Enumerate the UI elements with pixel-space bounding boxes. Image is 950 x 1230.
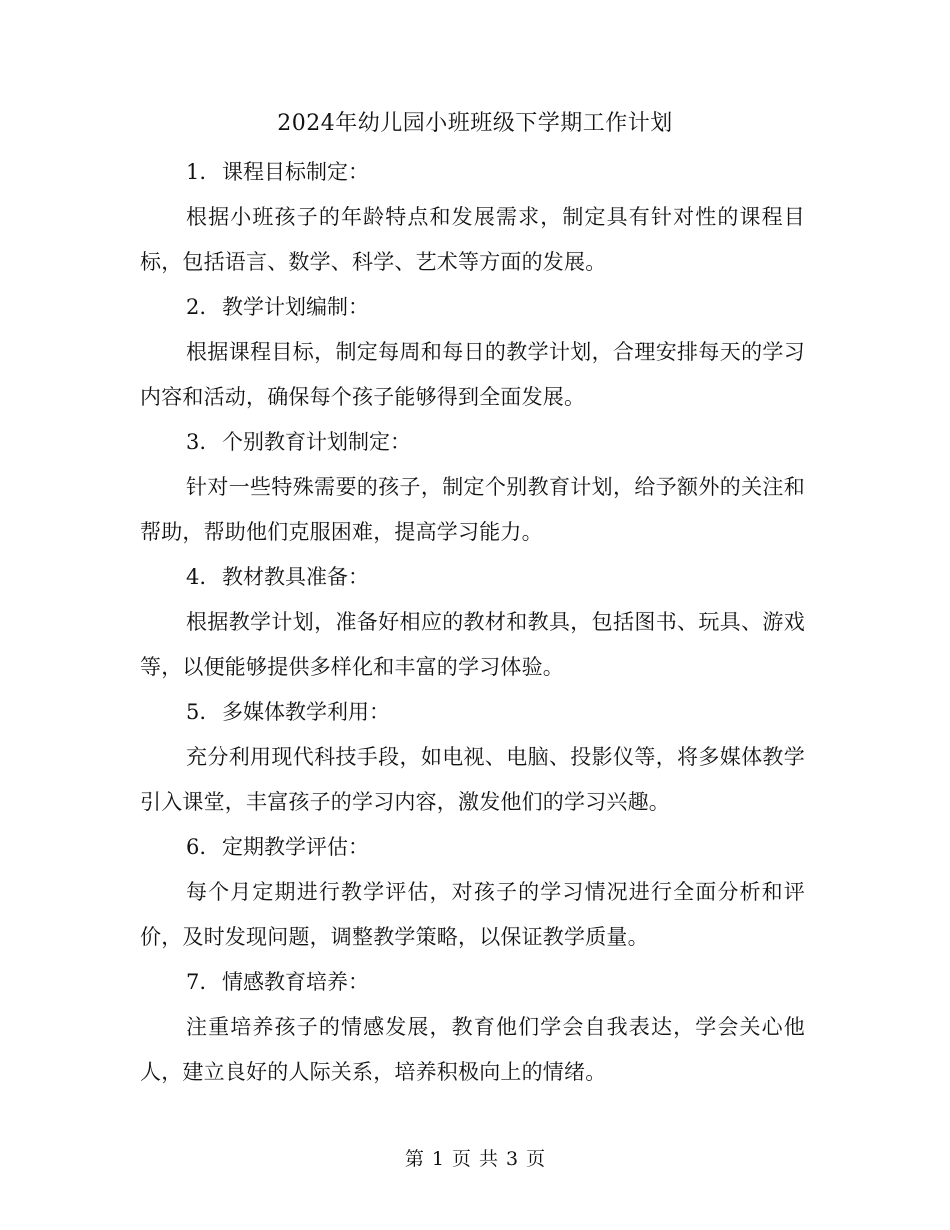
section	[140, 285, 805, 420]
section-heading-text: 个别教育计划制定：	[222, 430, 411, 454]
section-paragraph: 根据课程目标，制定每周和每日的教学计划，合理安排每天的学习内容和活动，确保每个孩子能够得到全面发展。	[140, 340, 805, 409]
document-body	[140, 150, 805, 1095]
section-heading-text: 教材教具准备：	[222, 565, 369, 589]
section-paragraph: 充分利用现代科技手段，如电视、电脑、投影仪等，将多媒体教学引入课堂，丰富孩子的学习内容，激发他们的学习兴趣。	[140, 745, 805, 814]
section-heading	[140, 285, 805, 330]
section	[140, 960, 805, 1095]
section-heading-text: 情感教育培养：	[222, 970, 369, 994]
section	[140, 555, 805, 690]
section	[140, 690, 805, 825]
section-heading	[140, 960, 805, 1005]
section-heading-text: 教学计划编制：	[222, 295, 369, 319]
section-paragraph: 根据小班孩子的年龄特点和发展需求，制定具有针对性的课程目标，包括语言、数学、科学、艺术等方面的发展。	[140, 205, 805, 274]
section	[140, 420, 805, 555]
section-paragraph: 注重培养孩子的情感发展，教育他们学会自我表达，学会关心他人，建立良好的人际关系，培养积极向上的情绪。	[140, 1015, 805, 1084]
section-heading	[140, 555, 805, 600]
section-number: 3.	[186, 430, 207, 454]
section-paragraph: 根据教学计划，准备好相应的教材和教具，包括图书、玩具、游戏等，以便能够提供多样化和丰富的学习体验。	[140, 610, 805, 679]
section-heading-text: 课程目标制定：	[222, 160, 369, 184]
section-number: 1.	[186, 160, 207, 184]
section	[140, 825, 805, 960]
page-number-footer: 第 1 页 共 3 页	[404, 1148, 546, 1170]
section-paragraph: 针对一些特殊需要的孩子，制定个别教育计划，给予额外的关注和帮助，帮助他们克服困难，提高学习能力。	[140, 475, 805, 544]
section-heading	[140, 420, 805, 465]
section-heading	[140, 150, 805, 195]
document-title: 2024年幼儿园小班班级下学期工作计划	[277, 111, 673, 136]
section-number: 2.	[186, 295, 207, 319]
section	[140, 150, 805, 285]
section-number: 5.	[186, 700, 207, 724]
section-number: 6.	[186, 835, 207, 859]
section-heading	[140, 690, 805, 735]
section-paragraph: 每个月定期进行教学评估，对孩子的学习情况进行全面分析和评价，及时发现问题，调整教学策略，以保证教学质量。	[140, 880, 805, 949]
section-number: 4.	[186, 565, 207, 589]
section-number: 7.	[186, 970, 207, 994]
section-heading-text: 多媒体教学利用：	[222, 700, 390, 724]
section-heading	[140, 825, 805, 870]
section-heading-text: 定期教学评估：	[222, 835, 369, 859]
